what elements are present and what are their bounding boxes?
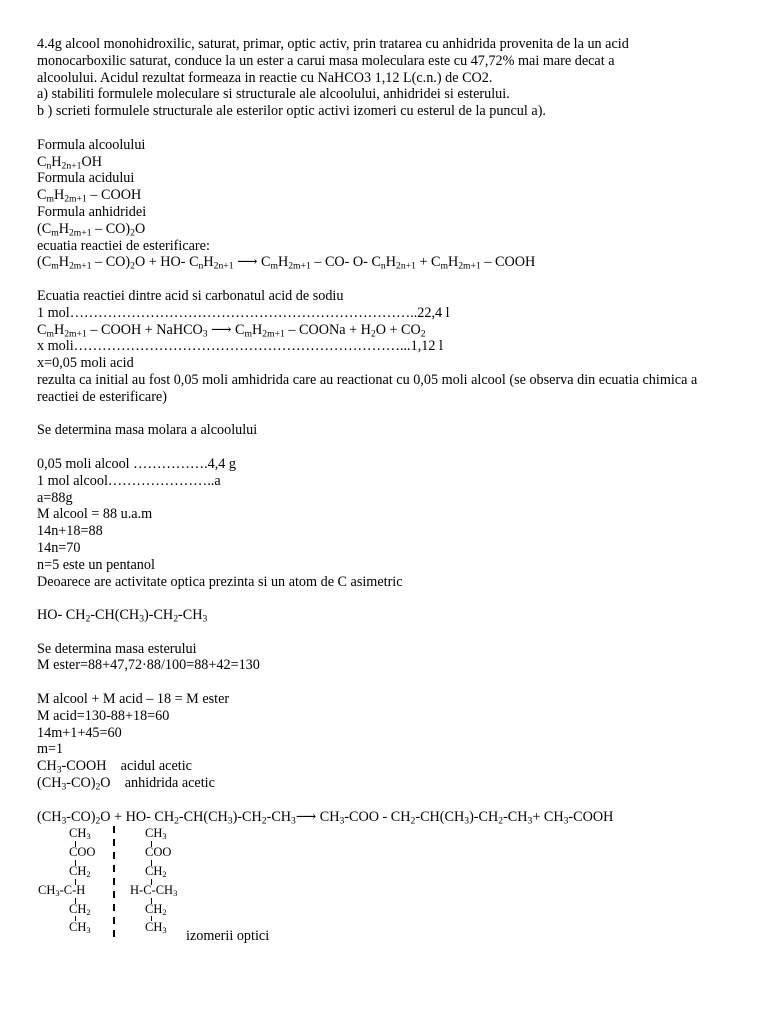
problem-line: 4.4g alcool monohidroxilic, saturat, primar, optic activ, prin tratarea cu anhidrida provenita de la un acid (37, 36, 629, 52)
acid-formula-title: Formula acidului (37, 170, 135, 187)
acetic-acid-line: $CH_3$-COOH acidul acetic (37, 758, 192, 776)
esterification-equation: $(C_mH_{2m+1} - CO)_2O + HO-$ $C_nH_{2n+1}$ ⟶ $C_mH_{2m+1} - CO-$ O- $C_nH_{2n+1} + C_mH_{2m+1}$ – COOH (37, 254, 536, 272)
alcohol-formula: $C_nH_{2n+1}OH$ (37, 153, 102, 171)
calc-line: Deoarece are activitate optica prezinta si un atom de C asimetric (37, 573, 403, 590)
calc-line: M alcool + M acid – 18 = M ester (37, 691, 230, 708)
group-ch3: $CH_3$ (69, 826, 91, 842)
ester-mass-title: Se determina masa esterului (37, 640, 197, 657)
carbonate-result: x=0,05 moli acid (37, 355, 134, 372)
problem-line: a) stabiliti formulele moleculare si structurale ale alcoolului, anhidridei si esterului. (37, 86, 510, 103)
calc-line: 1 mol alcool…………………..a (37, 472, 221, 489)
calc-line: a=88g (37, 489, 73, 506)
calc-line: 14n=70 (37, 539, 81, 556)
carbonate-x-line: x moli……………………………………………………………...1,12 l (37, 338, 443, 355)
carbonate-mol-line: 1 mol………………………………………………………………..22,4 l (37, 304, 450, 321)
carbonate-conclusion: rezulta ca initial au fost 0,05 moli amhidrida care au reactionat cu 0,05 moli alcool (se observa din ecuatia chimica a reactiei de esterificare) (37, 371, 698, 405)
calc-line: n=5 este un pentanol (37, 556, 155, 573)
mirror-plane (113, 826, 115, 942)
carbonate-title: Ecuatia reactiei dintre acid si carbonatul acid de sodiu (37, 287, 344, 304)
alcohol-structure: HO- $CH_2-CH(CH_3)-CH_2-CH_3$ (37, 607, 208, 625)
group-ch2: $CH_2$ (145, 864, 167, 880)
document-body (37, 36, 742, 825)
calc-line: M acid=130-88+18=60 (37, 707, 170, 724)
alcohol-mass-title: Se determina masa molara a alcoolului (37, 422, 258, 439)
alcohol-formula-title: Formula alcoolului (37, 136, 146, 153)
group-coo: COO (145, 845, 172, 859)
anhydride-formula-title: Formula anhidridei (37, 203, 147, 220)
acid-formula: $C_mH_{2m+1}$ – COOH (37, 187, 142, 205)
group-ch2: $CH_2$ (69, 902, 91, 918)
group-ch2: $CH_2$ (69, 864, 91, 880)
problem-line: monocarboxilic saturat, conduce la un ester a carui masa moleculara este cu 47,72% mai mare decat a (37, 52, 615, 69)
problem-line: b ) scrieti formulele structurale ale esterilor optic activi izomeri cu esterul de la puncul a). (37, 103, 546, 120)
final-equation: $(CH_3-CO)_2O + HO-$ $CH_2-CH(CH_3)-CH_2-CH_3⟶$ $CH_3$-COO - $CH_2-CH(CH_3)-CH_2-CH_3+$ $CH_3$-COOH (37, 808, 614, 827)
problem-line: alcoolului. Acidul rezultat formeaza in reactie cu NaHCO3 1,12 L(c.n.) de CO2. (37, 69, 493, 86)
calc-line: M ester=88+47,72·88/100=88+42=130 (37, 657, 260, 674)
carbonate-equation: $C_mH_{2m+1}$ – COOH + NaHCO$_3$ ⟶ $C_mH_{2m+1}$ – COONa + $H_2O + CO_2$ (37, 321, 426, 339)
group-ch3: $CH_3$ (145, 920, 167, 936)
calc-line: M alcool = 88 u.a.m (37, 506, 153, 523)
group-ch2: $CH_2$ (145, 902, 167, 918)
chiral-center: $H-C-CH_3$ (130, 883, 178, 899)
anhydride-formula: $(C_mH_{2m+1} - CO)_2O$ (37, 220, 146, 239)
group-ch3: $CH_3$ (69, 920, 91, 936)
group-ch3: $CH_3$ (145, 826, 167, 842)
group-coo: COO (69, 845, 96, 859)
calc-line: 14n+18=88 (37, 523, 103, 540)
calc-line: m=1 (37, 741, 64, 758)
esterification-title: ecuatia reactiei de esterificare: (37, 237, 210, 254)
isomers-caption: izomerii optici (186, 928, 270, 944)
chiral-center: $CH_3-C-H$ (38, 883, 86, 899)
calc-line: 14m+1+45=60 (37, 724, 122, 741)
calc-line: 0,05 moli alcool …………….4,4 g (37, 455, 237, 472)
acetic-anhydride-line: $(CH_3-CO)_2O$ anhidrida acetic (37, 775, 215, 793)
